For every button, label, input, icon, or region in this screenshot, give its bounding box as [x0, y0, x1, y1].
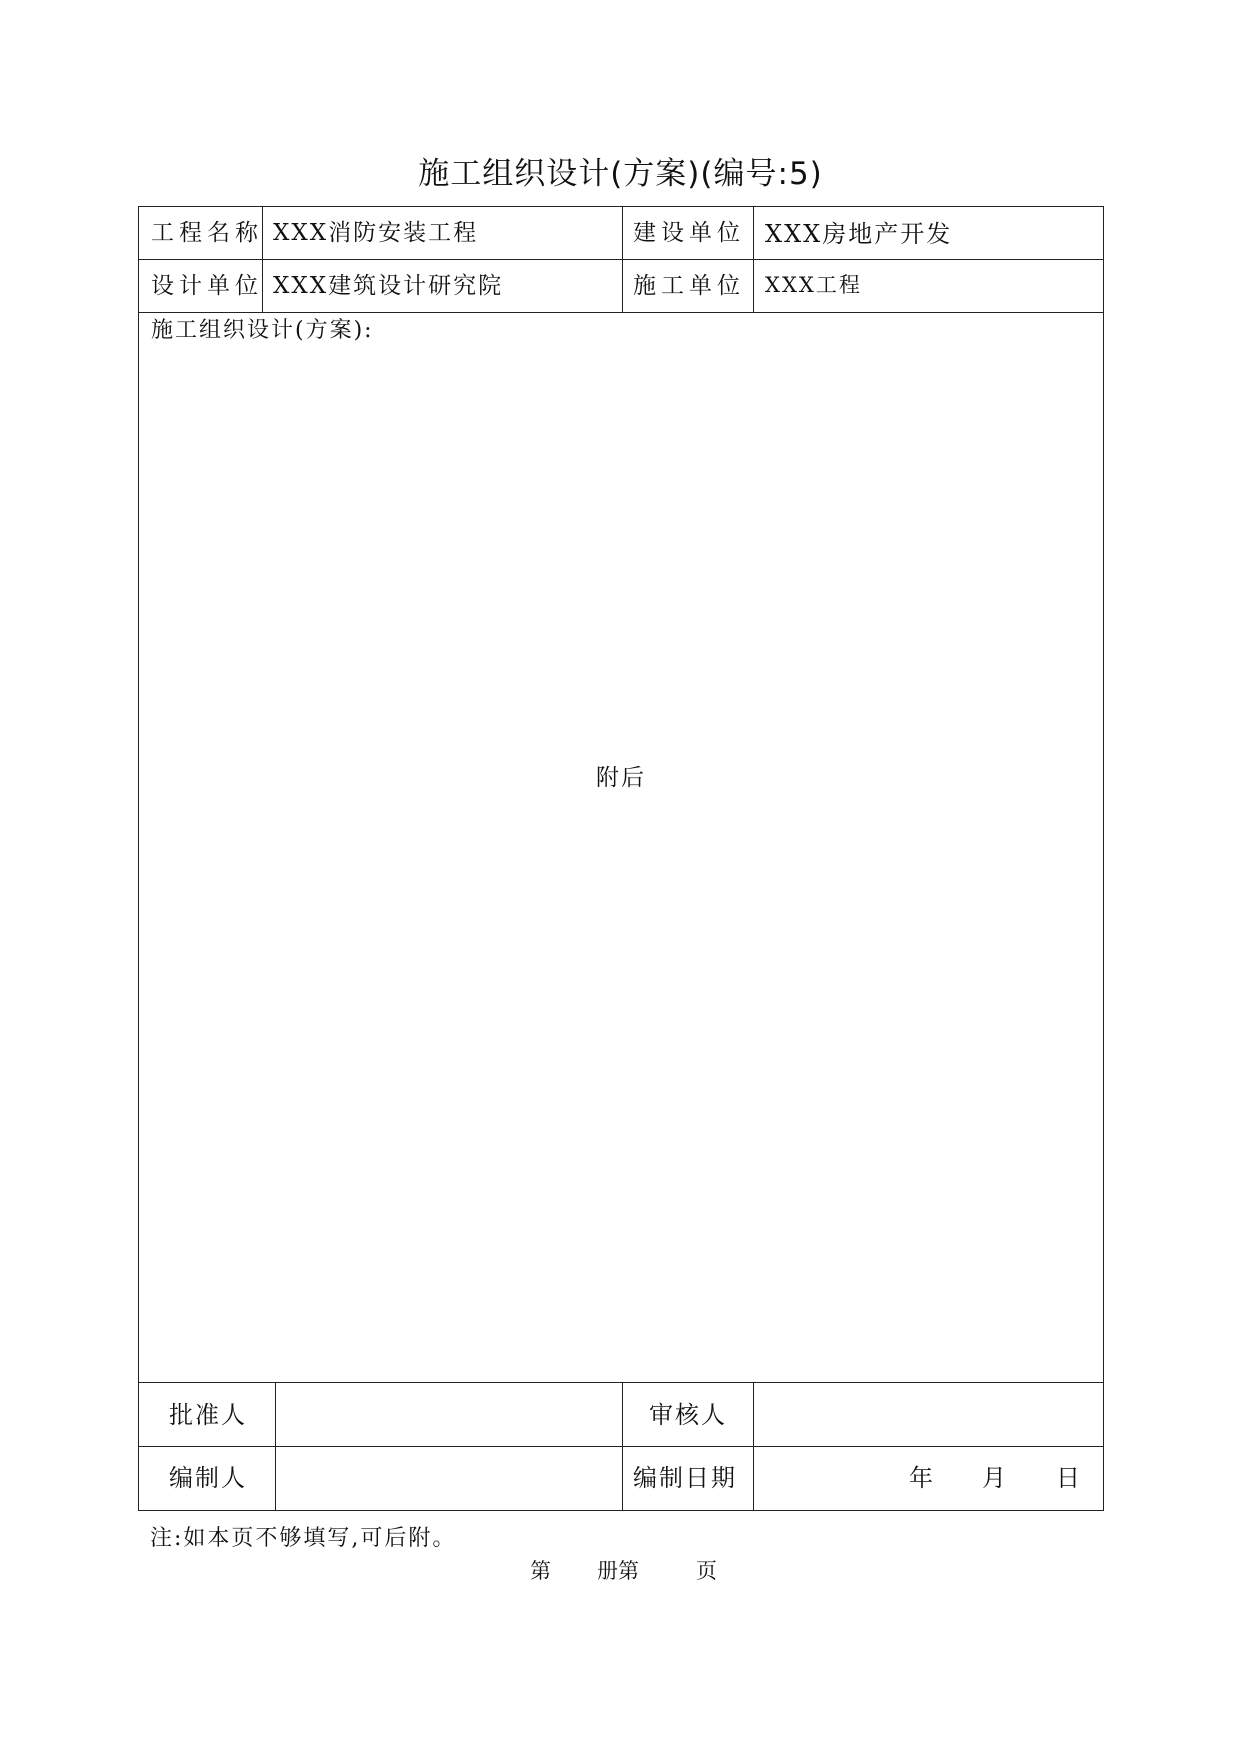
- prep-date-month[interactable]: 月: [982, 1464, 1008, 1492]
- owner-unit-label: 建设单位: [633, 220, 745, 246]
- construction-plan-form: [138, 206, 1104, 1511]
- reviewer-label: 审核人: [649, 1401, 727, 1429]
- row-divider-2: [139, 312, 1103, 313]
- contractor-value[interactable]: XXX工程: [765, 273, 862, 297]
- plan-section-label: 施工组织设计(方案):: [151, 318, 374, 343]
- pager-di: 第: [530, 1559, 551, 1583]
- pager-ce-di: 册第: [597, 1559, 639, 1583]
- preparer-label: 编制人: [169, 1464, 247, 1492]
- plan-content[interactable]: 附后: [596, 765, 646, 791]
- row-divider-3: [139, 1382, 1103, 1383]
- prep-date-day[interactable]: 日: [1056, 1464, 1082, 1492]
- reviewer-field[interactable]: [767, 1403, 1087, 1431]
- footnote: 注:如本页不够填写,可后附。: [150, 1526, 457, 1551]
- project-name-label: 工程名称: [151, 220, 263, 246]
- col-divider-header-3: [753, 207, 754, 312]
- contractor-label: 施工单位: [633, 273, 745, 299]
- row-divider-4: [139, 1446, 1103, 1447]
- row-divider-1: [139, 259, 1103, 260]
- preparer-field[interactable]: [287, 1466, 607, 1494]
- col-divider-signoff-3: [753, 1382, 754, 1510]
- approver-label: 批准人: [169, 1401, 247, 1429]
- design-unit-label: 设计单位: [151, 273, 263, 299]
- col-divider-signoff-1: [275, 1382, 276, 1510]
- prep-date-label: 编制日期: [633, 1464, 737, 1492]
- pager-ye: 页: [696, 1559, 717, 1583]
- approver-field[interactable]: [287, 1403, 607, 1431]
- prep-date-year[interactable]: 年: [909, 1464, 935, 1492]
- page-title: 施工组织设计(方案)(编号:5): [418, 156, 823, 192]
- project-name-value[interactable]: XXX消防安装工程: [273, 220, 479, 246]
- owner-unit-value[interactable]: XXX房地产开发: [765, 220, 953, 248]
- col-divider-header-2: [622, 207, 623, 312]
- col-divider-signoff-2: [622, 1382, 623, 1510]
- design-unit-value[interactable]: XXX建筑设计研究院: [273, 273, 504, 299]
